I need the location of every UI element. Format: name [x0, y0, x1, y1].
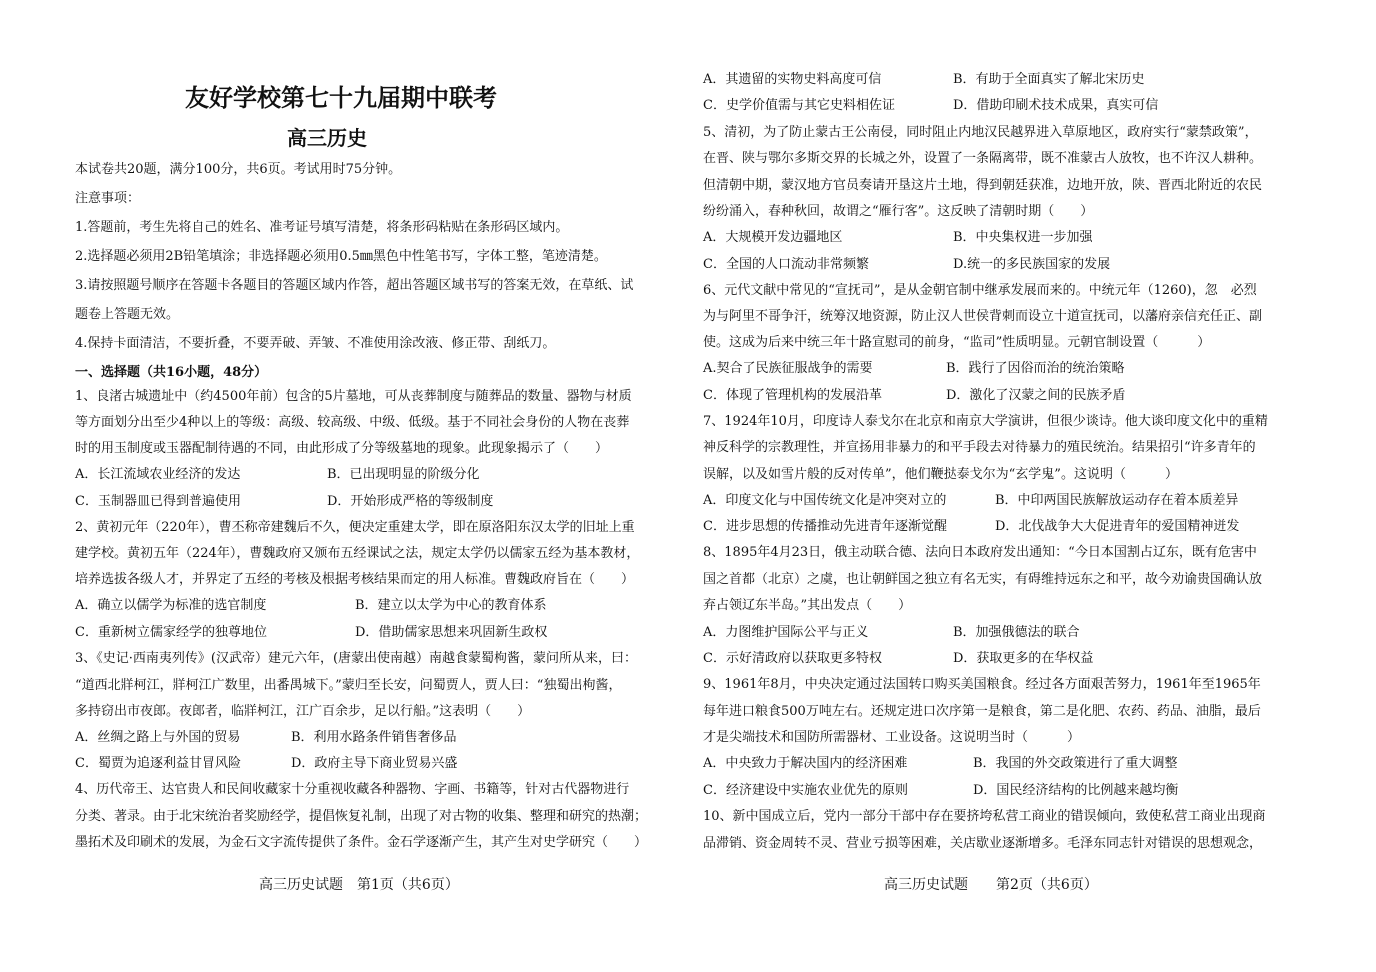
q10-line-1: 10、新中国成立后，党内一部分干部中存在要挤垮私营工商业的错误倾向，致使私营工商业出现商 — [703, 809, 1266, 824]
q5-option-a: A．大规模开发边疆地区 — [703, 230, 843, 245]
q6-line-3: 使。这成为后来中统三年十路宣慰司的前身，“监司”性质明显。元朝官制设置（ ） — [703, 335, 1211, 350]
q6-line-2: 为与阿里不哥争汗，统筹汉地资源，防止汉人世侯背刺而设立十道宣抚司，以藩府亲信充任正、副 — [703, 309, 1263, 324]
q7-line-2: 神反科学的宗教理性，并宣扬用非暴力的和平手段去对待暴力的殖民统治。结果招引“许多青年的 — [703, 440, 1256, 455]
q6-options-row-2 — [703, 388, 1303, 404]
section-heading: 一、选择题（共16小题，48分） — [75, 365, 268, 380]
q6-option-d: D．激化了汉蒙之间的民族矛盾 — [946, 388, 1126, 403]
q5-line-1: 5、清初，为了防止蒙古王公南侵，同时阻止内地汉民越界进入草原地区，政府实行“蒙禁政策”， — [703, 125, 1258, 140]
q5-option-b: B．中央集权进一步加强 — [953, 230, 1093, 245]
q3-options-row-2 — [75, 756, 675, 772]
q9-option-d: D．国民经济结构的比例越来越均衡 — [973, 783, 1179, 798]
q6-option-a: A.契合了民族征服战争的需要 — [703, 361, 873, 376]
q4-option-a: A．其遗留的实物史料高度可信 — [703, 72, 882, 87]
q5-option-c: C．全国的人口流动非常频繁 — [703, 257, 869, 272]
q4-option-b: B．有助于全面真实了解北宋历史 — [953, 72, 1145, 87]
q4-option-d: D．借助印刷术技术成果，真实可信 — [953, 98, 1159, 113]
q3-option-c: C．蜀贾为追逐利益甘冒风险 — [75, 756, 241, 771]
q9-line-1: 9、1961年8月，中央决定通过法国转口购买美国粮食。经过各方面艰苦努力，1961年至1965年 — [703, 677, 1261, 692]
q5-line-4: 纷纷涌入，春种秋回，故谓之“雁行客”。这反映了清朝时期（ ） — [703, 204, 1094, 219]
q8-options-row-2 — [703, 651, 1303, 667]
q4-line-1: 4、历代帝王、达官贵人和民间收藏家十分重视收藏各种器物、字画、书籍等，针对古代器物进行 — [75, 782, 630, 797]
q8-options-row-1 — [703, 625, 1303, 641]
q3-line-3: 多持窃出市夜郎。夜郎者，临牂柯江，江广百余步，足以行船。”这表明（ ） — [75, 704, 531, 719]
q6-option-c: C．体现了管理机构的发展沿革 — [703, 388, 882, 403]
q1-line-2: 等方面划分出至少4种以上的等级：高级、较高级、中级、低级。基于不同社会身份的人物在丧葬 — [75, 415, 630, 430]
exam-title: 友好学校第七十九届期中联考 — [185, 83, 497, 112]
page-footer-right: 高三历史试题 第2页（共6页） — [884, 877, 1098, 893]
q3-line-2: “道西北牂柯江，牂柯江广数里，出番禺城下。”蒙归至长安，问蜀贾人，贾人曰：“独蜀出枸酱， — [75, 678, 622, 693]
q8-option-c: C．示好清政府以获取更多特权 — [703, 651, 882, 666]
q8-option-b: B．加强俄德法的联合 — [953, 625, 1080, 640]
q1-options-row-1 — [75, 467, 675, 483]
q3-option-b: B．利用水路条件销售奢侈品 — [291, 730, 457, 745]
q7-option-a: A．印度文化与中国传统文化是冲突对立的 — [703, 493, 947, 508]
q3-option-d: D．政府主导下商业贸易兴盛 — [291, 756, 458, 771]
note-1: 1.答题前，考生先将自己的姓名、准考证号填写清楚，将条形码粘贴在条形码区域内。 — [75, 220, 569, 235]
q5-options-row-2 — [703, 257, 1303, 273]
q10-line-2: 品滞销、资金周转不灵、营业亏损等困难，关店歇业逐渐增多。毛泽东同志针对错误的思想观念， — [703, 836, 1263, 851]
q9-option-a: A．中央致力于解决国内的经济困难 — [703, 756, 908, 771]
q1-line-3: 时的用玉制度或玉器配制待遇的不同，由此形成了分等级墓地的现象。此现象揭示了（ ） — [75, 441, 609, 456]
q6-options-row-1 — [703, 361, 1303, 377]
q5-line-2: 在晋、陕与鄂尔多斯交界的长城之外，设置了一条隔离带，既不准蒙古人放牧，也不许汉人耕种。 — [703, 151, 1263, 166]
q2-line-2: 建学校。黄初五年（224年），曹魏政府又颁布五经课试之法，规定太学仍以儒家五经为基本教材， — [75, 546, 640, 561]
note-4: 4.保持卡面清洁，不要折叠，不要弄破、弄皱、不准使用涂改液、修正带、刮纸刀。 — [75, 336, 556, 351]
q7-options-row-1 — [703, 493, 1303, 509]
q7-line-1: 7、1924年10月，印度诗人泰戈尔在北京和南京大学演讲，但很少谈诗。他大谈印度文化中的重精 — [703, 414, 1268, 429]
q1-option-a: A．长江流域农业经济的发达 — [75, 467, 241, 482]
q7-option-d: D．北伐战争大大促进青年的爱国精神迸发 — [995, 519, 1240, 534]
exam-subtitle: 高三历史 — [287, 126, 367, 150]
q2-option-b: B．建立以太学为中心的教育体系 — [355, 598, 547, 613]
q7-option-b: B．中印两国民族解放运动存在着本质差异 — [995, 493, 1239, 508]
q9-line-3: 才是尖端技术和国防所需器材、工业设备。这说明当时（ ） — [703, 730, 1081, 745]
q1-options-row-2 — [75, 494, 675, 510]
q2-line-1: 2、黄初元年（220年），曹丕称帝建魏后不久，便决定重建太学，即在原洛阳东汉太学的旧址上重 — [75, 520, 635, 535]
q5-line-3: 但清朝中期，蒙汉地方官员奏请开垦这片土地，得到朝廷获准，边地开放，陕、晋西北附近的农民 — [703, 178, 1263, 193]
q1-option-d: D．开始形成严格的等级制度 — [327, 494, 494, 509]
q2-option-a: A．确立以儒学为标准的选官制度 — [75, 598, 267, 613]
q6-option-b: B．践行了因俗而治的统治策略 — [946, 361, 1125, 376]
q1-option-c: C．玉制器皿已得到普遍使用 — [75, 494, 241, 509]
q7-options-row-2 — [703, 519, 1303, 535]
q9-line-2: 每年进口粮食500万吨左右。还规定进口次序第一是粮食，第二是化肥、农药、药品、油脂，最后 — [703, 704, 1261, 719]
q4-line-3: 墨拓术及印刷术的发展，为金石文字流传提供了条件。金石学逐渐产生，其产生对史学研究（ ） — [75, 835, 648, 850]
q8-line-1: 8、1895年4月23日，俄主动联合德、法向日本政府发出通知：“今日本国割占辽东，既有危害中 — [703, 545, 1257, 560]
note-2: 2.选择题必须用2B铅笔填涂；非选择题必须用0.5㎜黑色中性笔书写，字体工整，笔迹清楚。 — [75, 249, 607, 264]
page-footer-left: 高三历史试题 第1页（共6页） — [259, 877, 459, 893]
q2-options-row-1 — [75, 598, 675, 614]
q3-options-row-1 — [75, 730, 675, 746]
q5-options-row-1 — [703, 230, 1303, 246]
q2-options-row-2 — [75, 625, 675, 641]
q8-option-a: A．力图维护国际公平与正义 — [703, 625, 869, 640]
q2-option-d: D．借助儒家思想来巩固新生政权 — [355, 625, 548, 640]
q8-line-3: 弃占领辽东半岛。”其出发点（ ） — [703, 598, 912, 613]
note-3-line-2: 题卷上答题无效。 — [75, 307, 180, 322]
intro-text: 本试卷共20题，满分100分，共6页。考试用时75分钟。 — [75, 162, 402, 177]
q7-line-3: 误解，以及如雪片般的反对传单”，他们鞭挞泰戈尔为“玄学鬼”。这说明（ ） — [703, 467, 1178, 482]
q8-line-2: 国之首都（北京）之虞，也让朝鲜国之独立有名无实，有碍维持远东之和平，故今劝谕贵国确认放 — [703, 572, 1263, 587]
q3-line-1: 3、《史记·西南夷列传》(汉武帝）建元六年，(唐蒙出使南越）南越食蒙蜀枸酱，蒙问所从来，曰： — [75, 651, 638, 666]
q4-options-row-1 — [703, 72, 1303, 88]
q8-option-d: D．获取更多的在华权益 — [953, 651, 1094, 666]
q5-option-d: D.统一的多民族国家的发展 — [953, 257, 1111, 272]
q6-line-1: 6、元代文献中常见的“宣抚司”，是从金朝官制中继承发展而来的。中统元年（1260)，忽 必烈 — [703, 283, 1257, 298]
note-3-line-1: 3.请按照题号顺序在答题卡各题目的答题区域内作答，超出答题区域书写的答案无效，在草纸、试 — [75, 278, 634, 293]
q2-line-3: 培养选拔各级人才，并界定了五经的考核及根据考核结果而定的用人标准。曹魏政府旨在（ ） — [75, 572, 635, 587]
q4-options-row-2 — [703, 98, 1303, 114]
q9-options-row-2 — [703, 783, 1303, 799]
q4-line-2: 分类、著录。由于北宋统治者奖励经学，提倡恢复礼制，出现了对古物的收集、整理和研究的热潮； — [75, 809, 648, 824]
q3-option-a: A．丝绸之路上与外国的贸易 — [75, 730, 241, 745]
q7-option-c: C．进步思想的传播推动先进青年逐渐觉醒 — [703, 519, 947, 534]
q1-option-b: B．已出现明显的阶级分化 — [327, 467, 480, 482]
q9-options-row-1 — [703, 756, 1303, 772]
notes-heading: 注意事项： — [75, 191, 141, 206]
q1-line-1: 1、良渚古城遗址中（约4500年前）包含的5片墓地，可从丧葬制度与随葬品的数量、器物与材质 — [75, 389, 632, 404]
q9-option-c: C．经济建设中实施农业优先的原则 — [703, 783, 908, 798]
q9-option-b: B．我国的外交政策进行了重大调整 — [973, 756, 1178, 771]
q4-option-c: C．史学价值需与其它史料相佐证 — [703, 98, 895, 113]
q2-option-c: C．重新树立儒家经学的独尊地位 — [75, 625, 267, 640]
